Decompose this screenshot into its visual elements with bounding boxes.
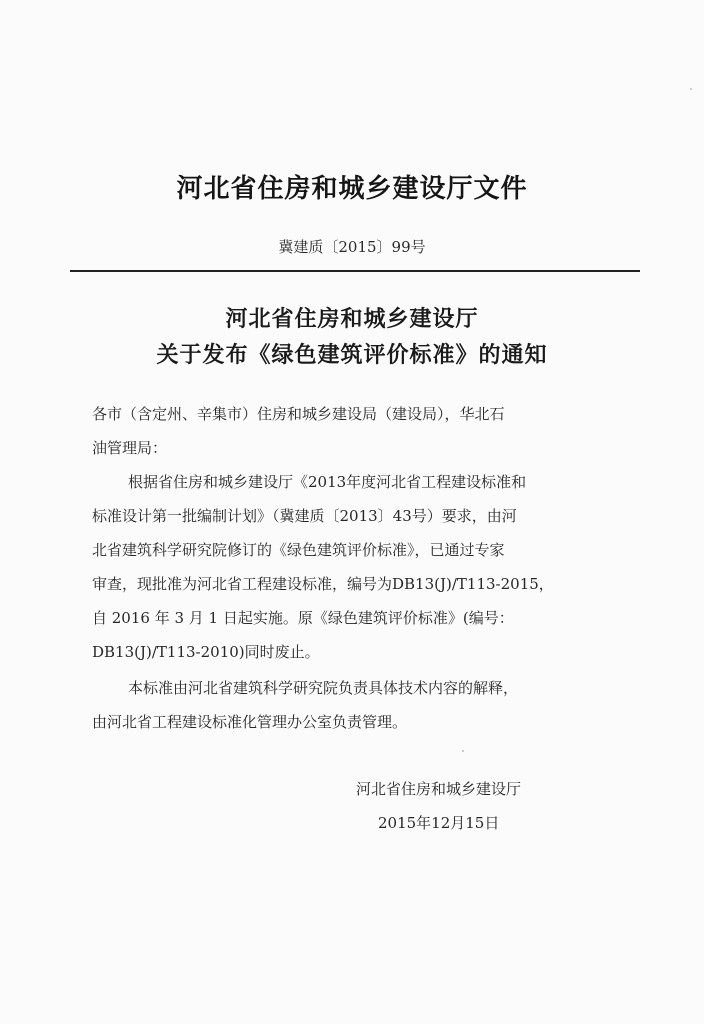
document-header-title: 河北省住房和城乡建设厅文件 [176,174,528,204]
notice-title-line-2: 关于发布《绿色建筑评价标准》的通知 [156,343,548,368]
body-paragraph-1-line-1: 根据省住房和城乡建设厅《2013年度河北省工程建设标准和 [128,473,527,491]
body-paragraph-2-line-2: 由河北省工程建设标准化管理办公室负责管理。 [92,713,408,731]
signature-date: 2015年12月15日 [378,814,500,832]
body-line-addressee-cont: 油管理局： [92,439,168,457]
body-paragraph-1-line-4: 审查，现批准为河北省工程建设标准，编号为DB13(J)/T113-2015， [92,575,554,593]
body-paragraph-1-line-5: 自 2016 年 3 月 1 日起实施。原《绿色建筑评价标准》(编号： [92,609,514,627]
body-line-addressee: 各市（含定州、辛集市）住房和城乡建设局（建设局），华北石 [92,405,505,423]
header-divider-rule [70,270,640,272]
scan-speck [462,750,464,752]
body-paragraph-1-line-3: 北省建筑科学研究院修订的《绿色建筑评价标准》，已通过专家 [92,541,505,559]
signature-issuer: 河北省住房和城乡建设厅 [356,780,522,798]
body-paragraph-2-line-1: 本标准由河北省建筑科学研究院负责具体技术内容的解释， [128,679,519,697]
document-number: 冀建质〔2015〕99号 [278,238,426,256]
body-paragraph-1-line-6: DB13(J)/T113-2010)同时废止。 [92,643,320,661]
body-paragraph-1-line-2: 标准设计第一批编制计划》（冀建质〔2013〕43号）要求，由河 [92,507,517,525]
notice-title-line-1: 河北省住房和城乡建设厅 [225,307,479,332]
scan-speck [690,88,692,90]
